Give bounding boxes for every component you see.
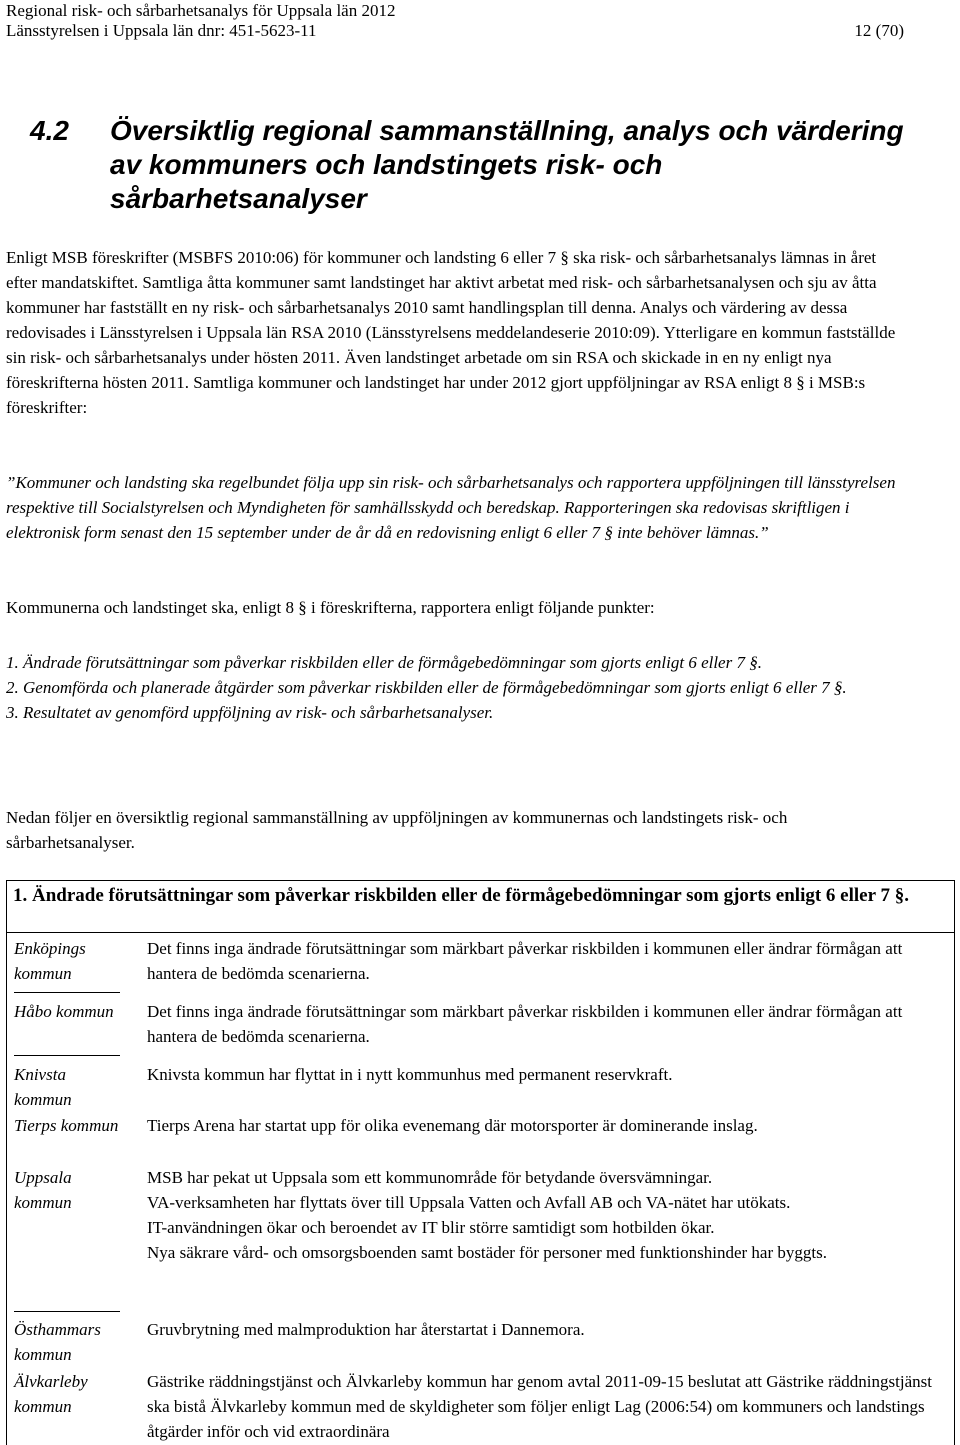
reporting-paragraph: Kommunerna och landstinget ska, enligt 8 § i föreskrifterna, rapportera enligt följande punkter:	[6, 598, 655, 617]
municipality-name: Håbo kommun	[14, 1002, 114, 1021]
municipality-changes	[147, 1369, 947, 1444]
row-divider	[14, 1311, 120, 1312]
summary-table	[6, 880, 955, 1445]
municipality-changes	[147, 1317, 947, 1342]
municipality-changes	[147, 1113, 947, 1138]
intro-paragraph: Enligt MSB föreskrifter (MSBFS 2010:06) för kommuner och landsting 6 eller 7 § ska risk- och sårbarhetsanalys lämnas in året efter mandatskiftet. Samtliga åtta kommuner samt landstinget har aktivt arbetat med risk- och sårbarhetsanalysen och sju av åtta kommuner har fastställt en ny risk- och sårbarhetsanalys 2010 samt handlingsplan till denna. Analys och värdering av dessa redovisades i Länsstyrelsen i Uppsala län RSA 2010 (Länsstyrelsens meddelandeserie 2010:09). Ytterligare en kommun fastställde sin risk- och sårbarhetsanalys under hösten 2011. Även landstinget arbetade om sin RSA och skickade in en ny enligt nya föreskrifterna hösten 2011. Samtliga kommuner och landstinget har under 2012 gjort uppföljningar av RSA enligt 8 § i MSB:s föreskrifter:	[6, 248, 896, 417]
reporting-points-list	[6, 650, 906, 725]
section-title: Översiktlig regional sammanställning, analys och värdering av kommuners och landstingets risk- och sårbarhetsanalyser	[110, 115, 904, 214]
change-line: Tierps Arena har startat upp för olika evenemang där motorsporter är dominerande inslag.	[147, 1116, 758, 1135]
list-item: 1. Ändrade förutsättningar som påverkar riskbilden eller de förmågebedömningar som gjorts enligt 6 eller 7 §.	[6, 653, 762, 672]
change-line: Gruvbrytning med malmproduktion har återstartat i Dannemora.	[147, 1320, 585, 1339]
change-line: Knivsta kommun har flyttat in i nytt kommunhus med permanent reservkraft.	[147, 1065, 673, 1084]
page-number: 12 (70)	[854, 21, 904, 40]
row-divider	[14, 992, 120, 993]
municipality-name: Tierps kommun	[14, 1116, 119, 1135]
municipality-name: Enköpings kommun	[14, 939, 86, 983]
regulation-quote: ”Kommuner och landsting ska regelbundet följa upp sin risk- och sårbarhetsanalys och rapportera uppföljningen till länsstyrelsen respektive till Socialstyrelsen och Myndigheten för samhällsskydd och beredskap. Rapporteringen ska redovisas skriftligen i elektronisk form senast den 15 september under de år då en redovisning enligt 6 eller 7 § inte behöver lämnas.”	[6, 473, 896, 542]
list-item: 3. Resultatet av genomförd uppföljning av risk- och sårbarhetsanalyser.	[6, 703, 494, 722]
change-line: Nya säkrare vård- och omsorgsboenden samt bostäder för personer med funktionshinder har byggts.	[147, 1243, 827, 1262]
change-line: Det finns inga ändrade förutsättningar som märkbart påverkar riskbilden i kommunen eller ändrar förmågan att hantera de bedömda scenarierna.	[147, 1002, 903, 1046]
row-divider	[14, 1055, 120, 1056]
municipality-changes	[147, 999, 947, 1049]
change-line: MSB har pekat ut Uppsala som ett kommunområde för betydande översvämningar.	[147, 1168, 713, 1187]
municipality-name: Östhammars kommun	[14, 1320, 101, 1364]
change-line: VA-verksamheten har flyttats över till Uppsala Vatten och Avfall AB och VA-nätet har utökats.	[147, 1193, 791, 1212]
change-line: Gästrike räddningstjänst och Älvkarleby kommun har genom avtal 2011-09-15 beslutat att Gästrike räddningstjänst ska bistå Älvkarleby kommun med de skyldigheter som följer enligt Lag (2006:54) om kommuners och landstings åtgärder inför och vid extraordinära	[147, 1372, 932, 1441]
municipality-name: Uppsala kommun	[14, 1168, 72, 1212]
municipality-changes	[147, 1165, 947, 1265]
section-heading	[30, 114, 910, 216]
municipality-changes	[147, 1062, 947, 1087]
document-header-title: Regional risk- och sårbarhetsanalys för Uppsala län 2012	[6, 1, 396, 20]
change-line: Det finns inga ändrade förutsättningar som märkbart påverkar riskbilden i kommunen eller ändrar förmågan att hantera de bedömda scenarierna.	[147, 939, 903, 983]
change-line: IT-användningen ökar och beroendet av IT blir större samtidigt som hotbilden ökar.	[147, 1218, 715, 1237]
municipality-changes	[147, 936, 947, 986]
summary-paragraph: Nedan följer en översiktlig regional sammanställning av uppföljningen av kommunernas och landstingets risk- och sårbarhetsanalyser.	[6, 808, 788, 852]
document-header-registration: Länsstyrelsen i Uppsala län dnr: 451-5623-11	[6, 21, 317, 40]
list-item: 2. Genomförda och planerade åtgärder som påverkar riskbilden eller de förmågebedömningar som gjorts enligt 6 eller 7 §.	[6, 678, 847, 697]
table-heading: 1. Ändrade förutsättningar som påverkar riskbilden eller de förmågebedömningar som gjorts enligt 6 eller 7 §.	[7, 881, 954, 933]
municipality-name: Älvkarleby kommun	[14, 1372, 88, 1416]
section-number: 4.2	[30, 115, 69, 146]
municipality-name: Knivsta kommun	[14, 1065, 72, 1109]
